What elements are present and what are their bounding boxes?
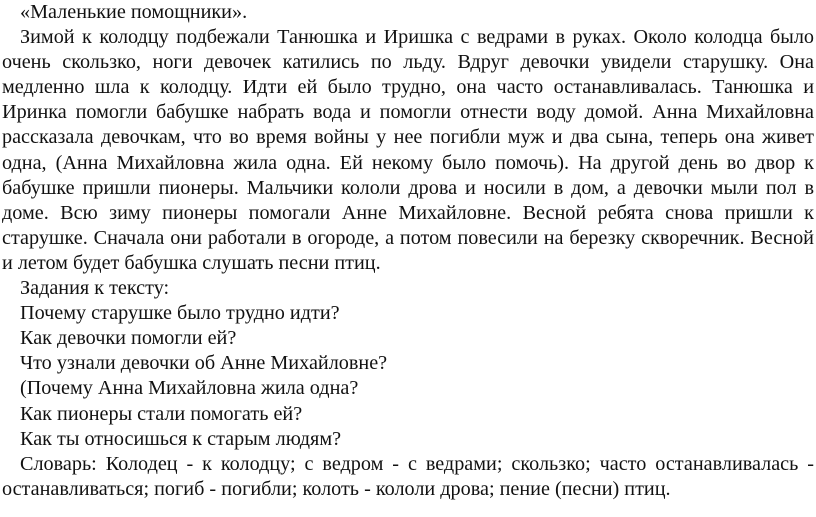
question-2: Как девочки помогли ей? [20, 327, 237, 350]
story-title: «Маленькие помощники». [20, 1, 248, 23]
tasks-heading: Задания к тексту: [20, 277, 170, 300]
question-5: Как пионеры стали помогать ей? [20, 402, 303, 425]
vocabulary-text: Словарь: Колодец - к колодцу; с ведром - с ведрами; скользко; часто останавливалась - останавливаться; погиб - погибли; колоть - кололи дрова; пение (песни) птиц. [2, 452, 814, 500]
question-4: (Почему Анна Михайловна жила одна? [20, 377, 359, 400]
question-3: Что узнали девочки об Анне Михайловне? [20, 352, 388, 375]
question-1: Почему старушке было трудно идти? [20, 302, 340, 325]
document-page [2, 0, 814, 502]
story-text: Зимой к колодцу подбежали Танюшка и Иришка с ведрами в руках. Около колодца было очень скользко, ноги девочек катились по льду. Вдруг девочки увидели старушку. Она медленно шла к колодцу. Идти ей было трудно, она часто останавливалась. Танюшка и Иринка помогли бабушке набрать вода и помогли отнести воду домой. Анна Михайловна рассказала девочкам, что во время войны у нее погибли муж и два сына, теперь она живет одна, (Анна Михайловна жила одна. Ей некому было помочь). На другой день во двор к бабушке пришли пионеры. Мальчики кололи дрова и носили в дом, а девочки мыли пол в доме. Всю зиму пионеры помогали Анне Михайловне. Весной ребята снова пришли к старушке. Сначала они работали в огороде, а потом повесили на березку скворечник. Весной и летом будет бабушка слушать песни птиц. [2, 26, 814, 274]
question-6: Как ты относишься к старым людям? [20, 427, 342, 450]
